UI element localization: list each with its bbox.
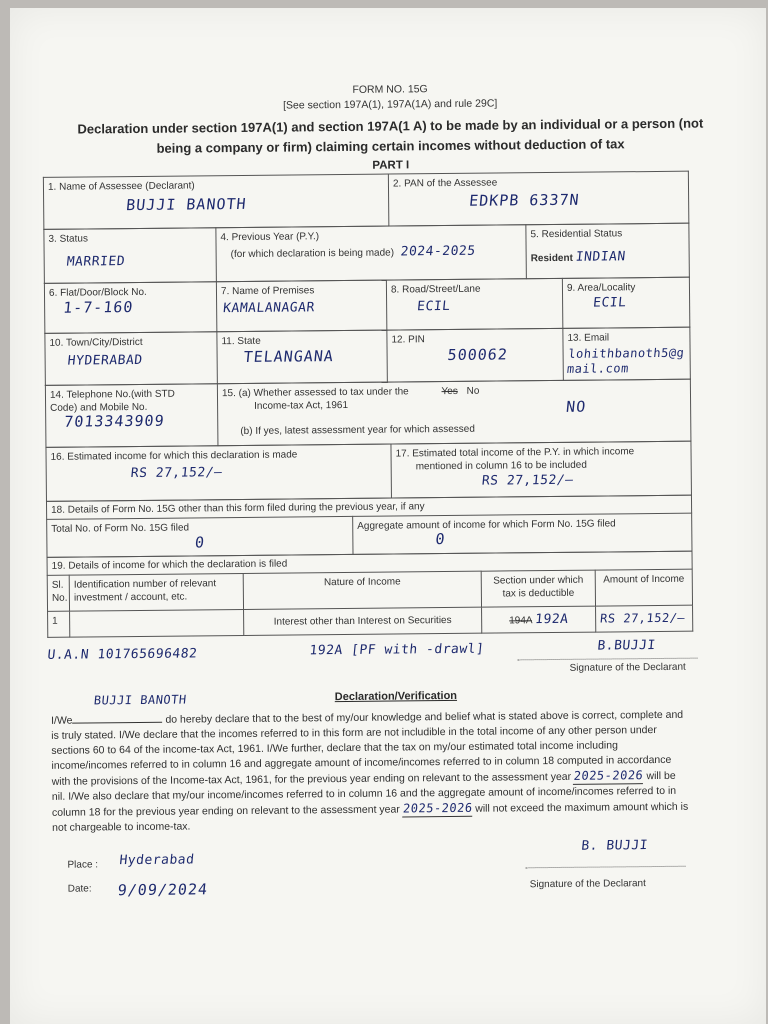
field-flat-door xyxy=(44,282,216,334)
col-header-section xyxy=(481,570,595,607)
section-14-15 xyxy=(45,379,692,448)
field-7-value: KAMALANAGAR xyxy=(222,300,316,317)
field-14-label-1: 14. Telephone No.(with STD xyxy=(49,388,175,401)
field-14-label-2: Code) and Mobile No. xyxy=(50,401,148,414)
field-estimated-total-income xyxy=(391,441,692,498)
cell-sl xyxy=(48,611,70,637)
section-18 xyxy=(46,495,693,558)
place-label: Place : xyxy=(67,859,99,871)
signature-line-top xyxy=(518,658,698,661)
col-header-section-text: Section under which tax is deductible xyxy=(493,574,584,600)
cell-section-value: 192A xyxy=(534,611,569,627)
handwritten-annotations xyxy=(47,632,707,678)
section-19 xyxy=(47,551,694,638)
col-header-amount-text: Amount of Income xyxy=(603,573,685,586)
field-10-value: HYDERABAD xyxy=(66,352,144,369)
signature-label-bottom: Signature of the Declarant xyxy=(529,878,646,891)
field-9-label: 9. Area/Locality xyxy=(566,282,636,294)
field-7-label: 7. Name of Premises xyxy=(220,285,315,298)
field-4-value: 2024-2025 xyxy=(400,243,477,260)
field-12-value: 500062 xyxy=(446,345,509,365)
field-9-value: ECIL xyxy=(592,295,628,311)
declaration-name-blank xyxy=(73,722,163,724)
field-8-value: ECIL xyxy=(416,298,452,315)
field-17-label-2: mentioned in column 16 to be included xyxy=(415,459,587,473)
form-title-line2: being a company or firm) claiming certain incomes without deduction of tax xyxy=(156,136,625,156)
place-value: Hyderabad xyxy=(118,852,196,869)
declaration-i-we: I/We xyxy=(51,714,73,727)
cell-identification xyxy=(70,609,244,637)
signature-bottom: B. BUJJI xyxy=(580,838,649,854)
signature-top: B.BUJJI xyxy=(596,638,657,654)
field-18-total-label: Total No. of Form No. 15G filed xyxy=(51,522,190,535)
field-16-label: 16. Estimated income for which this declaration is made xyxy=(50,449,298,463)
declaration-text-2: will be nil. I/We also declare that my/our income/incomes referred to in column 16 and the aggregate amount of income/incomes referred to in column 18 for the previous year ending on relevant to the assessment year xyxy=(51,769,677,819)
cell-sl-text: 1 xyxy=(52,615,58,627)
field-area xyxy=(562,277,689,328)
field-11-value: TELANGANA xyxy=(242,347,335,366)
field-state xyxy=(217,330,387,384)
field-13-label: 13. Email xyxy=(567,332,610,344)
field-assessed xyxy=(217,379,691,446)
field-15a-label-1: 15. (a) Whether assessed to tax under the xyxy=(221,386,409,400)
field-pan xyxy=(388,171,688,226)
field-10-label: 10. Town/City/District xyxy=(49,336,143,349)
field-1-label: 1. Name of Assessee (Declarant) xyxy=(47,180,195,193)
declaration-text-1: do hereby declare that to the best of my/our knowledge and belief what is stated above is correct, complete and is truly stated. I/We declare that the incomes referred to in this form are not includible in the total income of any other person under sections 60 to 64 of the income-tax Act, 1961. I/We further, declare that the tax on my/our estimated total income including income/incomes referred to in column 16 and aggregate amount of income/incomes referred to in column 18 computed in accordance with the provisions of the Income-tax Act, 1961, for the previous year ending on relevant to the assessment year xyxy=(51,708,684,788)
assessment-year-1: 2025-2026 xyxy=(573,768,644,785)
signature-line-bottom xyxy=(526,866,686,869)
date-value: 9/09/2024 xyxy=(116,880,209,900)
field-previous-year xyxy=(216,225,527,282)
field-16-value: RS 27,152/— xyxy=(130,465,224,482)
section-16-17 xyxy=(45,441,691,502)
field-18-aggregate xyxy=(353,513,692,554)
field-12-label: 12. PIN xyxy=(391,334,425,346)
paper-sheet xyxy=(10,8,766,1024)
assessment-year-2: 2025-2026 xyxy=(402,801,473,818)
declaration-body xyxy=(51,708,692,836)
field-5-label: 5. Residential Status xyxy=(530,228,623,241)
col-header-amount xyxy=(595,569,692,606)
field-2-label: 2. PAN of the Assessee xyxy=(392,177,498,190)
field-town-city xyxy=(45,332,217,386)
date-label: Date: xyxy=(67,883,92,895)
field-residential-status xyxy=(526,223,690,279)
field-13-value: lohithbanoth5@gmail.com xyxy=(566,345,685,376)
field-estimated-income xyxy=(46,444,392,501)
form-title-line1: Declaration under section 197A(1) and section 197A(1 A) to be made by an individual or a person (not xyxy=(77,115,704,137)
cell-nature xyxy=(244,607,482,635)
field-15a-label-2: Income-tax Act, 1961 xyxy=(254,399,349,412)
field-email xyxy=(563,327,690,380)
field-telephone xyxy=(45,384,218,448)
form-number: FORM NO. 15G xyxy=(352,83,428,96)
section-10-13 xyxy=(44,327,690,386)
field-3-label: 3. Status xyxy=(48,233,88,245)
col-header-nature xyxy=(243,571,481,609)
field-4-label-2: (for which declaration is being made) xyxy=(230,247,395,261)
col-header-identification xyxy=(69,573,243,611)
declarant-name-written: BUJJI BANOTH xyxy=(93,692,188,708)
section-3-5 xyxy=(43,223,689,284)
field-18-total xyxy=(47,516,353,557)
field-18-agg-label: Aggregate amount of income for which Form No. 15G filed xyxy=(357,518,616,532)
uan-note: U.A.N 101765696482 xyxy=(46,646,199,663)
declaration-heading: Declaration/Verification xyxy=(334,689,458,704)
field-15b-label: (b) If yes, latest assessment year for which assessed xyxy=(240,423,475,437)
declaration-text-3: will not exceed the maximum amount which is not chargeable to income-tax. xyxy=(52,800,689,834)
field-4-label-1: 4. Previous Year (P.Y.) xyxy=(220,231,320,244)
field-6-label: 6. Flat/Door/Block No. xyxy=(48,286,147,299)
field-18-total-value: 0 xyxy=(194,533,206,552)
col-header-identification-text: Identification number of relevant investment / account, etc. xyxy=(73,578,217,604)
field-18-agg-value: 0 xyxy=(434,530,447,549)
field-19-label: 19. Details of income for which the declaration is filed xyxy=(51,558,288,572)
field-5-resident: Resident xyxy=(530,252,573,265)
field-1-value: BUJJI BANOTH xyxy=(125,194,248,215)
field-15-no: No xyxy=(466,385,480,397)
part-heading: PART I xyxy=(372,159,410,172)
field-17-value: RS 27,152/— xyxy=(481,472,575,489)
field-status xyxy=(44,228,217,284)
field-11-label: 11. State xyxy=(221,335,261,348)
field-name-of-assessee xyxy=(43,174,388,229)
footer xyxy=(49,836,710,912)
field-6-value: 1-7-160 xyxy=(62,298,135,317)
signature-label-top: Signature of the Declarant xyxy=(569,661,686,674)
cell-nature-text: Interest other than Interest on Securities xyxy=(273,614,452,628)
cell-section xyxy=(482,606,596,633)
section-reference: [See section 197A(1), 197A(1A) and rule 29C] xyxy=(283,97,498,112)
cell-amount-value: RS 27,152/— xyxy=(599,610,686,626)
field-15-yes-struck: Yes xyxy=(441,385,458,398)
field-5-value: INDIAN xyxy=(574,249,627,265)
section-1-2 xyxy=(43,171,689,230)
section-note: 192A [PF with -drawl] xyxy=(308,641,486,659)
col-header-sl xyxy=(47,575,69,611)
cell-section-struck: 194A xyxy=(509,614,533,626)
field-2-value: EDKPB 6337N xyxy=(468,190,581,210)
field-premises xyxy=(216,280,386,332)
form-15g xyxy=(30,79,758,912)
field-road-street xyxy=(386,278,562,330)
field-17-label-1: 17. Estimated total income of the P.Y. in which income xyxy=(395,446,635,460)
field-3-value: MARRIED xyxy=(65,254,126,270)
col-header-nature-text: Nature of Income xyxy=(323,576,401,589)
cell-amount xyxy=(596,605,693,632)
field-18-label: 18. Details of Form No. 15G other than this form filed during the previous year, if any xyxy=(51,501,425,516)
form-title xyxy=(30,113,750,160)
field-pin xyxy=(387,328,563,382)
field-14-value: 7013343909 xyxy=(63,411,166,431)
col-header-sl-text: Sl. No. xyxy=(51,579,68,604)
field-8-label: 8. Road/Street/Lane xyxy=(390,283,481,296)
section-6-9 xyxy=(44,277,690,334)
field-15-value: NO xyxy=(565,397,588,416)
